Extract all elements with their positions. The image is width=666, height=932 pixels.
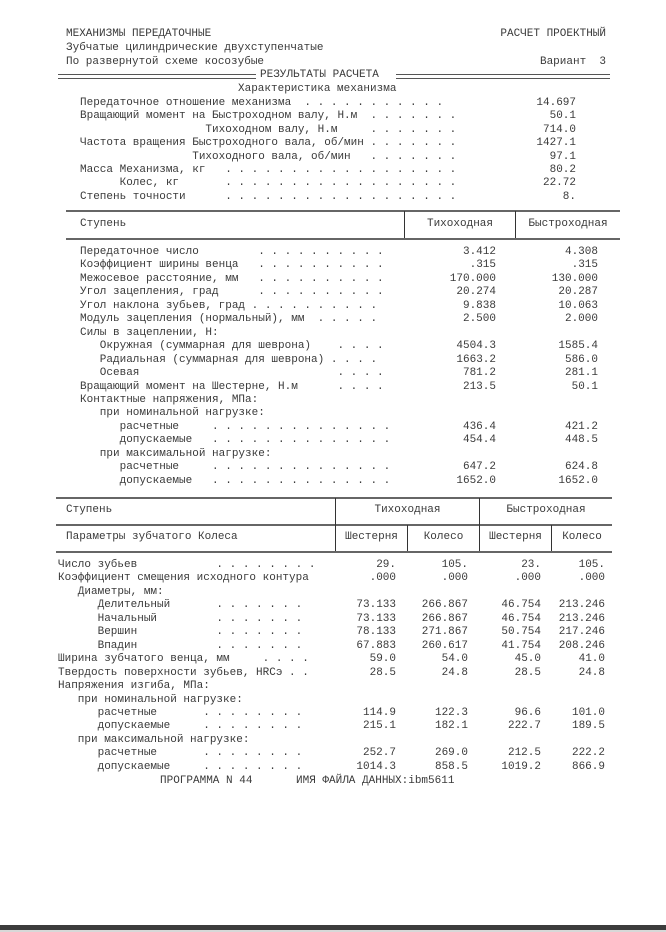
gear-row-value: 1019.2 [501, 760, 541, 773]
gear-stage-header: Ступень [66, 504, 113, 516]
slow-col-header: Тихоходная [426, 218, 493, 230]
gear-row-value: 271.867 [421, 626, 468, 639]
subtitle-2: По развернутой схеме косозубые [66, 56, 265, 68]
double-rule-right [396, 74, 610, 79]
mechanism-value: 22.72 [542, 177, 576, 190]
mechanism-label: Колес, кг . . . . . . . . . . . . . . . . . . [80, 177, 457, 190]
gear-table-mid-rule [56, 524, 612, 526]
stage-row-slow: 213.5 [462, 380, 496, 393]
stage-row-label: Передаточное число . . . . . . . . . . [80, 246, 384, 258]
gear-row-value: 67.883 [356, 639, 396, 652]
variant-label: Вариант 3 [539, 56, 606, 68]
gear-row-value: 252.7 [362, 747, 396, 760]
stage-row-label: при номинальной нагрузке: [80, 407, 265, 420]
gear-row-label: Вершин . . . . . . . [58, 626, 303, 639]
program-number: ПРОГРАММА N 44 [160, 775, 253, 787]
mechanism-label: Степень точности . . . . . . . . . . . . . . . . . . [80, 190, 457, 203]
gear-row-label: Диаметры, мм: [58, 585, 164, 598]
stage-row-fast: 2.000 [564, 313, 598, 326]
gear-row-value: 1014.3 [356, 760, 396, 773]
mechanism-value: 50.1 [549, 110, 576, 123]
stage-row-fast: 1652.0 [558, 474, 598, 487]
gear-row-label: Делительный . . . . . . . [58, 599, 303, 612]
stage-row-label: расчетные . . . . . . . . . . . . . . [80, 461, 391, 474]
stage-row-slow: 4504.3 [456, 340, 496, 353]
stage-row-fast: 20.287 [558, 286, 598, 299]
section-heading: Характеристика механизма [238, 83, 397, 95]
stage-row-fast: 4.308 [564, 246, 598, 258]
stage-row-label: допускаемые . . . . . . . . . . . . . . [80, 474, 391, 487]
doc-title: МЕХАНИЗМЫ ПЕРЕДАТОЧНЫЕ [66, 28, 212, 40]
gear-row-value: 260.617 [421, 639, 468, 652]
gear-row-value: 96.6 [514, 706, 541, 719]
mechanism-label: Масса Механизма, кг . . . . . . . . . . . . . . . . . . [80, 164, 457, 176]
gear-row-label: при максимальной нагрузке: [58, 733, 250, 746]
stage-row-slow: 3.412 [462, 246, 496, 258]
mechanism-label: Вращающий момент на Быстроходном валу, Н.м . . . . . . . [80, 110, 457, 123]
stage-col-header: Ступень [80, 218, 127, 230]
gear-row-label: при номинальной нагрузке: [58, 693, 243, 706]
stage-row-slow: 1652.0 [456, 474, 496, 487]
stage-row-label: расчетные . . . . . . . . . . . . . . [80, 420, 391, 433]
gear-row-value: 45.0 [514, 653, 541, 666]
stage-row-fast: 624.8 [564, 461, 598, 474]
gear-slow-header: Тихоходная [374, 504, 441, 516]
gear-row-value: 866.9 [571, 760, 605, 773]
gear-row-value: 269.0 [434, 747, 468, 760]
stage-row-fast: .315 [571, 259, 598, 272]
stage-row-label: Окружная (суммарная для шеврона) . . . . [80, 340, 384, 353]
gear-row-value: 114.9 [362, 706, 396, 719]
gear-row-label: расчетные . . . . . . . . [58, 747, 303, 760]
slow-pinion-header: Шестерня [345, 531, 398, 543]
gear-row-value: 208.246 [558, 639, 605, 652]
gear-row-label: Коэффициент смещения исходного контура [58, 572, 309, 585]
gear-row-value: 222.2 [571, 747, 605, 760]
gear-row-label: Твердость поверхности зубьев, HRCэ . . [58, 666, 309, 679]
mechanism-label: Тихоходного вала, об/мин . . . . . . . [80, 150, 457, 163]
gear-row-value: 59.0 [369, 653, 396, 666]
stage-row-slow: 9.838 [462, 299, 496, 312]
stage-row-label: Модуль зацепления (нормальный), мм . . . . . [80, 313, 378, 326]
stage-row-fast: 281.1 [564, 367, 598, 380]
gear-row-value: 41.754 [501, 639, 541, 652]
mechanism-value: 14.697 [536, 97, 576, 109]
gear-row-value: 23. [521, 559, 541, 571]
stage-table-header-rule [66, 238, 620, 240]
stage-row-slow: 170.000 [449, 272, 496, 285]
gear-row-value: 46.754 [501, 612, 541, 625]
stage-row-fast: 421.2 [564, 420, 598, 433]
gear-row-value: 29. [376, 559, 396, 571]
gear-table-top-rule [56, 497, 612, 499]
gear-row-value: 24.8 [441, 666, 468, 679]
slow-wheel-header: Колесо [423, 531, 464, 543]
gear-row-value: 50.754 [501, 626, 541, 639]
stage-row-label: Межосевое расстояние, мм . . . . . . . . . . [80, 272, 384, 285]
stage-row-fast: 448.5 [564, 434, 598, 447]
stage-row-label: допускаемые . . . . . . . . . . . . . . [80, 434, 391, 447]
gear-row-value: 122.3 [434, 706, 468, 719]
fast-pinion-header: Шестерня [489, 531, 542, 543]
stage-row-fast: 586.0 [564, 353, 598, 366]
gear-row-value: 222.7 [507, 720, 541, 733]
gear-row-value: 217.246 [558, 626, 605, 639]
stage-row-slow: .315 [469, 259, 496, 272]
stage-row-label: Угол наклона зубьев, град . . . . . . . . . . [80, 299, 378, 312]
mechanism-value: 97.1 [549, 150, 576, 163]
gear-row-value: 41.0 [578, 653, 605, 666]
gear-fast-header: Быстроходная [506, 504, 586, 516]
gear-row-label: Впадин . . . . . . . [58, 639, 303, 652]
gear-row-value: 73.133 [356, 612, 396, 625]
gear-row-label: Начальный . . . . . . . [58, 612, 303, 625]
mechanism-value: 80.2 [549, 164, 576, 176]
gear-row-value: 213.246 [558, 612, 605, 625]
gear-row-value: .000 [514, 572, 541, 585]
gear-row-value: 73.133 [356, 599, 396, 612]
stage-row-slow: 1663.2 [456, 353, 496, 366]
gear-row-value: .000 [441, 572, 468, 585]
gear-row-label: расчетные . . . . . . . . [58, 706, 303, 719]
gear-row-label: Число зубьев . . . . . . . . [58, 559, 316, 571]
stage-row-fast: 130.000 [551, 272, 598, 285]
stage-row-label: Радиальная (суммарная для шеврона) . . . . [80, 353, 378, 366]
results-heading: РЕЗУЛЬТАТЫ РАСЧЕТА [260, 69, 379, 81]
stage-row-label: Осевая . . . . [80, 367, 384, 380]
gear-table-bottom-rule [56, 551, 612, 553]
calc-type: РАСЧЕТ ПРОЕКТНЫЙ [500, 28, 606, 40]
mechanism-label: Частота вращения Быстроходного вала, об/мин . . . . . . . [80, 137, 457, 150]
stage-row-slow: 781.2 [462, 367, 496, 380]
stage-table-top-rule [66, 210, 620, 212]
gear-row-value: 212.5 [507, 747, 541, 760]
subtitle-1: Зубчатые цилиндрические двухступенчатые [66, 42, 324, 54]
stage-row-fast: 1585.4 [558, 340, 598, 353]
fast-wheel-header: Колесо [562, 531, 602, 543]
mechanism-value: 1427.1 [536, 137, 576, 150]
mechanism-label: Тихоходном валу, Н.м . . . . . . . [80, 123, 457, 136]
gear-row-value: 858.5 [434, 760, 468, 773]
stage-row-label: при максимальной нагрузке: [80, 447, 272, 460]
stage-row-slow: 454.4 [462, 434, 496, 447]
gear-row-label: Ширина зубчатого венца, мм . . . . [58, 653, 309, 666]
stage-row-slow: 436.4 [462, 420, 496, 433]
gear-row-value: 78.133 [356, 626, 396, 639]
stage-row-fast: 50.1 [571, 380, 598, 393]
gear-row-value: 182.1 [434, 720, 468, 733]
gear-row-value: 189.5 [571, 720, 605, 733]
gear-row-value: 28.5 [369, 666, 396, 679]
gear-row-value: 24.8 [578, 666, 605, 679]
data-file-name: ИМЯ ФАЙЛА ДАННЫХ:ibm5611 [296, 775, 455, 787]
gear-row-value: .000 [369, 572, 396, 585]
stage-row-label: Коэффициент ширины венца . . . . . . . . . . [80, 259, 384, 272]
gear-row-value: 28.5 [514, 666, 541, 679]
stage-row-label: Контактные напряжения, МПа: [80, 393, 259, 406]
gear-row-label: допускаемые . . . . . . . . [58, 720, 303, 733]
gear-row-value: 54.0 [441, 653, 468, 666]
stage-row-slow: 2.500 [462, 313, 496, 326]
stage-row-fast: 10.063 [558, 299, 598, 312]
gear-row-value: 105. [578, 559, 605, 571]
gear-params-header: Параметры зубчатого Колеса [66, 531, 238, 543]
gear-row-value: 46.754 [501, 599, 541, 612]
gear-row-label: допускаемые . . . . . . . . [58, 760, 303, 773]
fast-col-header: Быстроходная [528, 218, 608, 230]
gear-row-label: Напряжения изгиба, МПа: [58, 680, 210, 693]
mechanism-value: 8. [562, 190, 576, 203]
gear-row-value: 215.1 [362, 720, 396, 733]
gear-row-value: 266.867 [421, 599, 468, 612]
gear-row-value: 266.867 [421, 612, 468, 625]
double-rule-left [58, 74, 256, 79]
stage-row-label: Угол зацепления, град . . . . . . . . . . [80, 286, 384, 299]
gear-row-value: .000 [578, 572, 605, 585]
gear-row-value: 105. [441, 559, 468, 571]
stage-row-slow: 647.2 [462, 461, 496, 474]
stage-row-slow: 20.274 [456, 286, 496, 299]
stage-row-label: Силы в зацеплении, Н: [80, 326, 219, 339]
mechanism-label: Передаточное отношение механизма . . . . . . . . . . . [80, 97, 444, 109]
mechanism-value: 714.0 [542, 123, 576, 136]
stage-row-label: Вращающий момент на Шестерне, Н.м . . . . [80, 380, 384, 393]
gear-row-value: 213.246 [558, 599, 605, 612]
gear-row-value: 101.0 [571, 706, 605, 719]
